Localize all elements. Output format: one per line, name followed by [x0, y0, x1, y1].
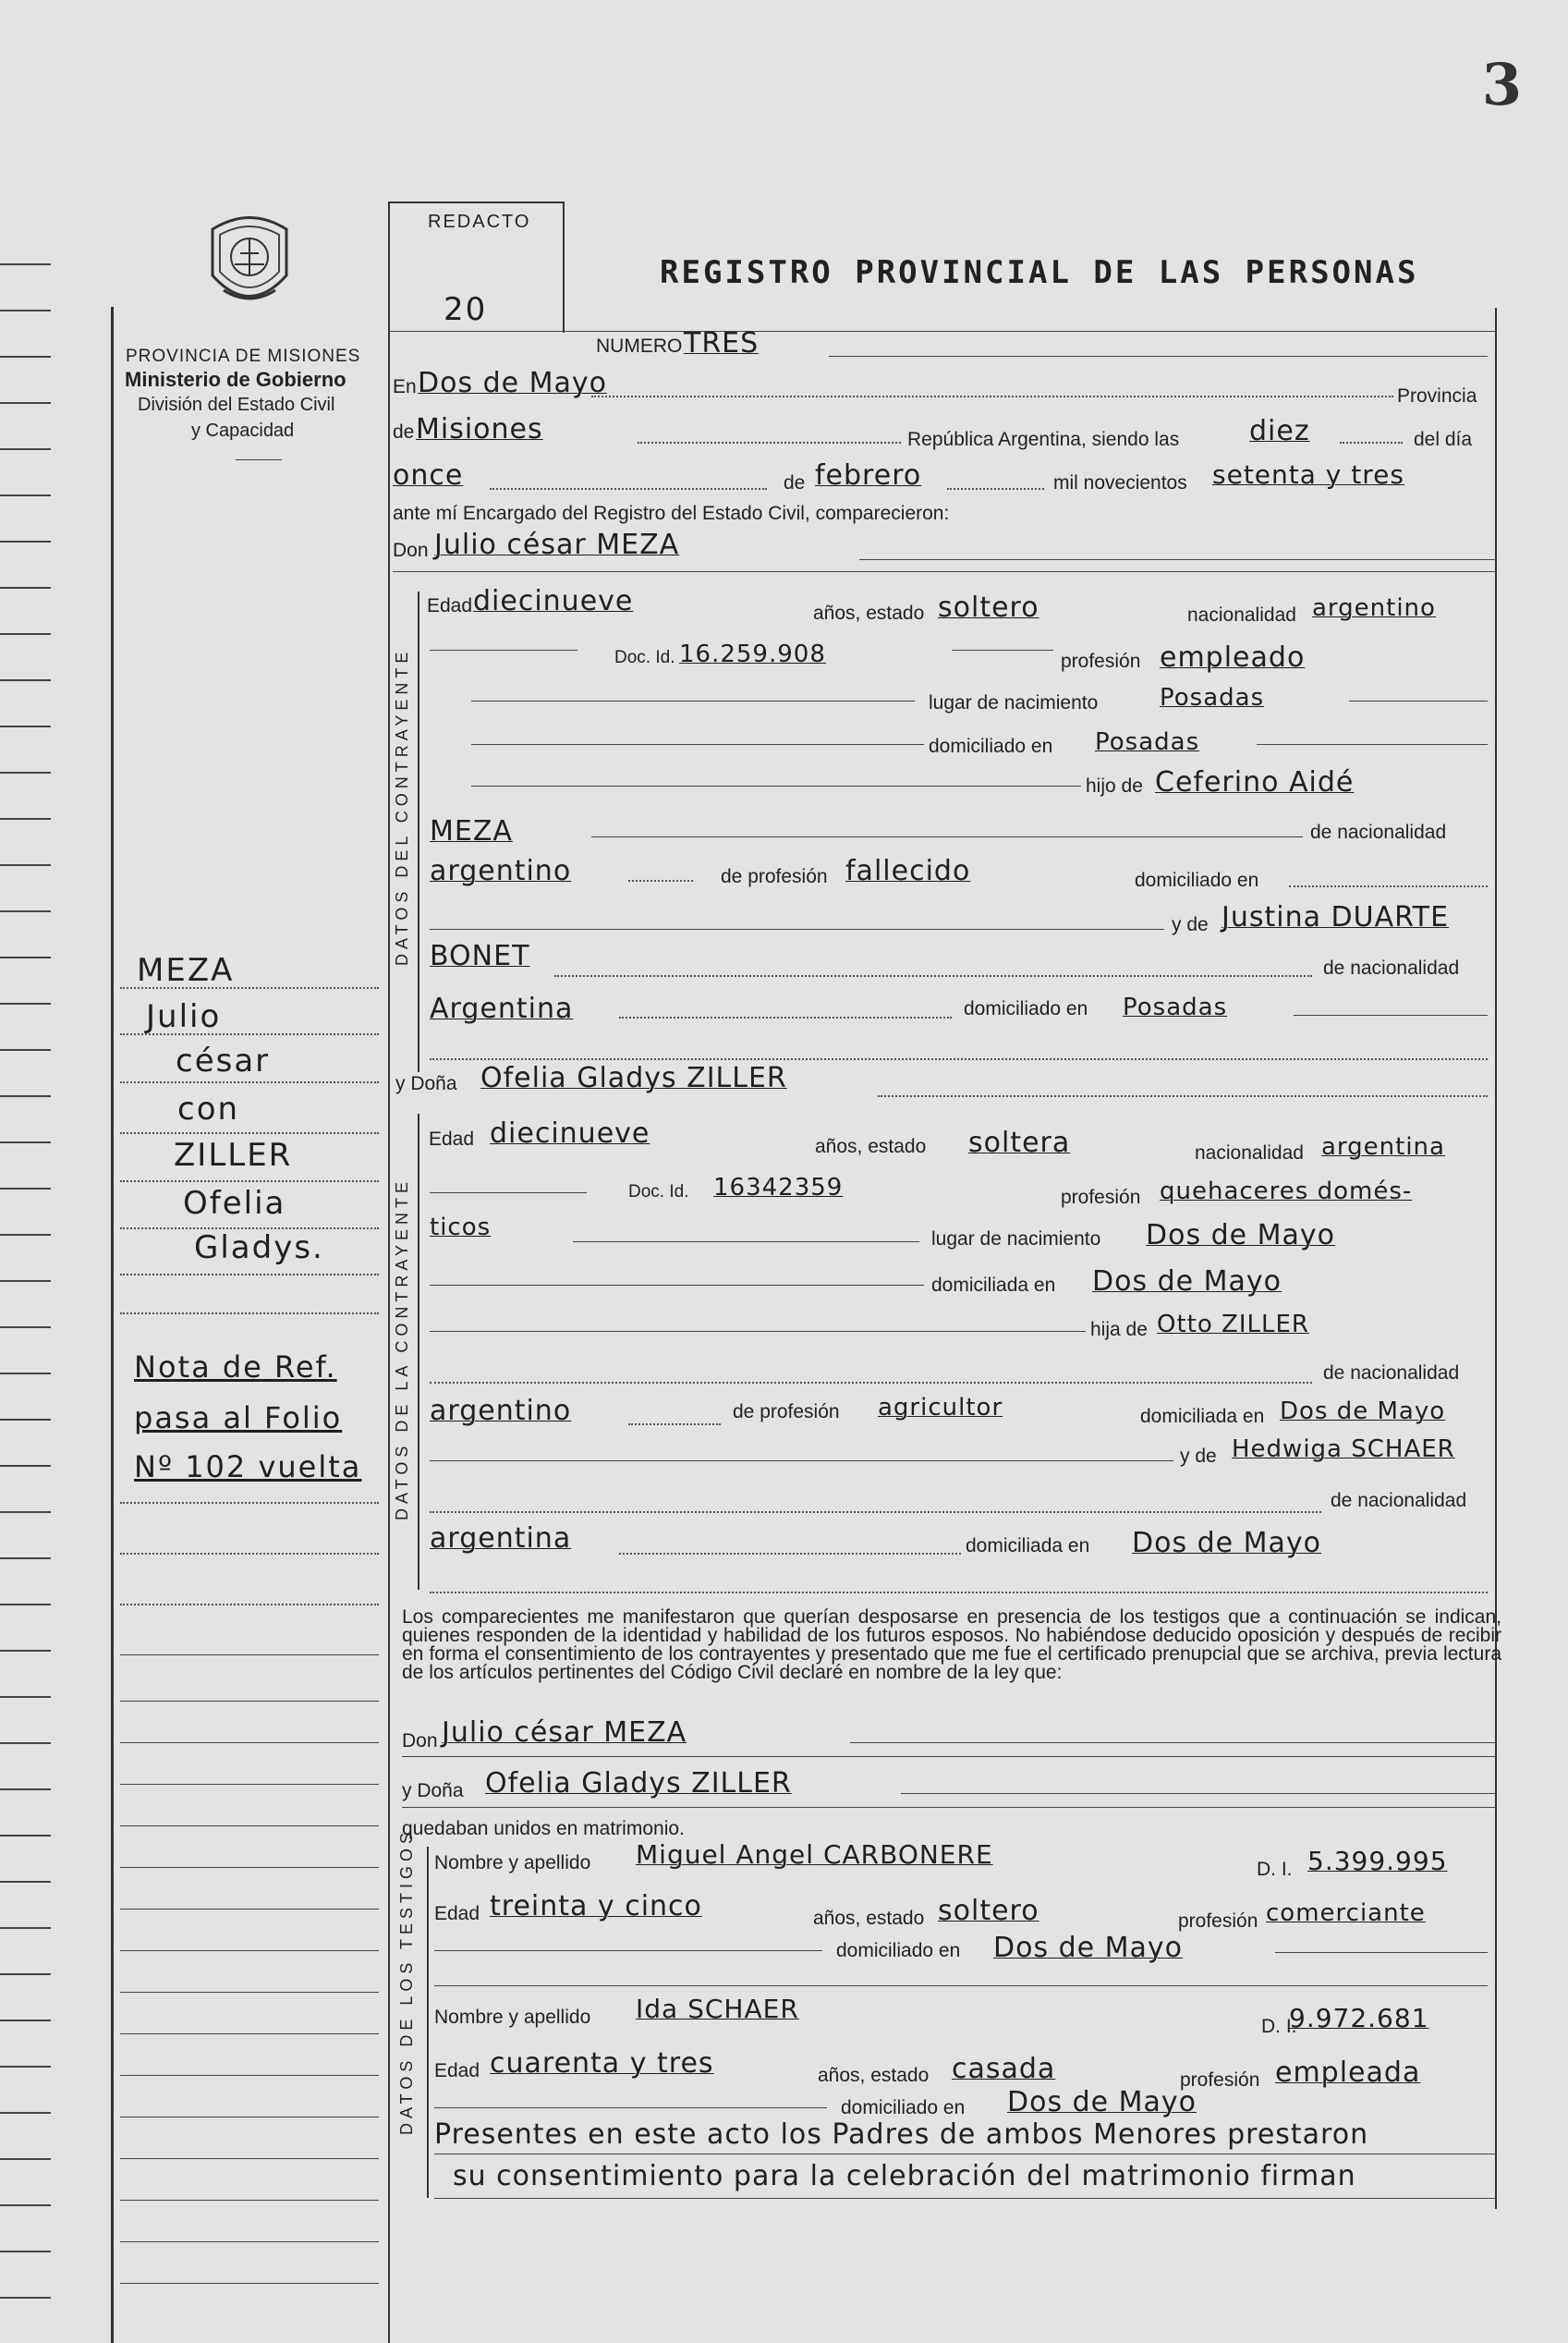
margin-note-3: Nº 102 vuelta	[134, 1449, 362, 1484]
mes-label: de	[784, 472, 806, 494]
don-label: Don	[393, 540, 429, 561]
groom-padre-dom-label: domiciliado en	[1135, 870, 1259, 891]
ministry-label: Ministerio de Gobierno	[125, 368, 346, 391]
bride-edad-label: Edad	[429, 1129, 475, 1150]
w1-nombre-value: Miguel Angel CARBONERE	[636, 1839, 993, 1870]
left-column-rule	[111, 307, 114, 2343]
margin-name-3: césar	[176, 1043, 271, 1080]
main-column-rule	[388, 201, 390, 2343]
bride-hija-label: hija de	[1090, 1319, 1148, 1340]
groom-edad-value: diecinueve	[473, 585, 634, 617]
bride-padre-dom-value: Dos de Mayo	[1280, 1397, 1446, 1425]
groom-madre-value-2: BONET	[430, 940, 530, 972]
bride-section-rule	[418, 1114, 419, 1590]
groom-domiciliado-label: domiciliado en	[929, 736, 1053, 757]
w2-estado-value: casada	[952, 2053, 1056, 2085]
groom-edad-label: Edad	[427, 595, 473, 616]
groom-madre-value: Justina DUARTE	[1222, 901, 1450, 934]
don-value: Julio césar MEZA	[434, 529, 680, 561]
groom-section-rule	[418, 592, 419, 1072]
bride-madre-dom-value: Dos de Mayo	[1132, 1527, 1322, 1559]
redacto-label: REDACTO	[428, 212, 531, 232]
bride-edad-value: diecinueve	[490, 1117, 650, 1150]
groom-estado-label: años, estado	[813, 603, 925, 624]
bride-padre-prof-label: de profesión	[733, 1401, 840, 1422]
hora-value: diez	[1249, 415, 1310, 447]
bride-padre-value: Otto ZILLER	[1157, 1311, 1309, 1338]
w1-nombre-label: Nombre y apellido	[434, 1852, 591, 1873]
w1-domiciliado-label: domiciliado en	[836, 1940, 961, 1961]
groom-padre-value: Ceferino Aidé	[1155, 766, 1355, 799]
margin-name-2: Julio	[146, 998, 222, 1035]
division-label-2: y Capacidad	[191, 421, 295, 441]
bride-madre-nac-value: argentina	[430, 1522, 572, 1555]
groom-profesion-label: profesión	[1061, 651, 1141, 672]
ante-label: ante mí Encargado del Registro del Estado Civil, comparecieron:	[393, 503, 950, 524]
numero-label: NUMERO	[596, 336, 683, 357]
w1-di-value: 5.399.995	[1307, 1846, 1448, 1876]
w2-profesion-label: profesión	[1180, 2069, 1260, 2091]
w1-profesion-label: profesión	[1178, 1910, 1258, 1932]
groom-lugar-value: Posadas	[1160, 684, 1265, 712]
bride-y-de-label: y de	[1180, 1446, 1217, 1467]
bride-madre-value: Hedwiga SCHAER	[1232, 1435, 1455, 1463]
dona-value: Ofelia Gladys ZILLER	[480, 1062, 787, 1094]
bride-profesion-value-2: ticos	[430, 1214, 492, 1241]
bride-section-label: DATOS DE LA CONTRAYENTE	[393, 1177, 411, 1520]
decl-don-label: Don	[402, 1730, 438, 1751]
bride-nacionalidad-label: nacionalidad	[1195, 1142, 1304, 1164]
margin-note-2: pasa al Folio	[134, 1400, 343, 1435]
de-label: de	[393, 421, 415, 443]
w1-domiciliado-value: Dos de Mayo	[993, 1932, 1184, 1964]
bride-domiciliada-value: Dos de Mayo	[1092, 1265, 1282, 1298]
bride-estado-label: años, estado	[815, 1136, 927, 1157]
groom-domiciliado-value: Posadas	[1095, 728, 1200, 756]
groom-madre-dom-label: domiciliado en	[964, 998, 1088, 1019]
bride-doc-value: 16342359	[713, 1174, 844, 1202]
w2-edad-value: cuarenta y tres	[490, 2047, 714, 2080]
witness-section-label: DATOS DE LOS TESTIGOS	[397, 1827, 416, 2135]
groom-profesion-value: empleado	[1160, 641, 1306, 674]
w2-domiciliado-label: domiciliado en	[841, 2097, 966, 2118]
bride-profesion-label: profesión	[1061, 1187, 1141, 1208]
groom-lugar-label: lugar de nacimiento	[929, 692, 1099, 714]
page-number: 3	[1481, 51, 1522, 118]
en-label: En	[393, 376, 417, 397]
margin-name-6: Ofelia	[183, 1185, 286, 1222]
bride-padre-nac-label: de nacionalidad	[1323, 1362, 1460, 1384]
witness-note-line-1: Presentes en este acto los Padres de ambos Menores prestaron	[434, 2118, 1369, 2151]
right-frame-rule	[1495, 308, 1497, 2209]
bride-profesion-value: quehaceres domés-	[1160, 1178, 1413, 1205]
groom-madre-nac-label: de nacionalidad	[1323, 958, 1460, 979]
bride-lugar-value: Dos de Mayo	[1146, 1219, 1336, 1251]
groom-nacionalidad-value: argentino	[1312, 594, 1436, 622]
bride-padre-nac-value: argentino	[430, 1395, 572, 1427]
de-value: Misiones	[416, 413, 543, 445]
decl-dona-label: y Doña	[402, 1780, 464, 1801]
groom-padre-prof-value: fallecido	[845, 855, 971, 887]
provincia-label: Provincia	[1397, 385, 1477, 407]
bride-padre-dom-label: domiciliada en	[1140, 1406, 1265, 1427]
bride-doc-label: Doc. Id.	[628, 1182, 689, 1202]
bride-madre-dom-label: domiciliada en	[966, 1535, 1090, 1556]
decl-don-value: Julio césar MEZA	[442, 1716, 687, 1749]
margin-name-1: MEZA	[137, 952, 235, 989]
margin-note-1: Nota de Ref.	[134, 1349, 337, 1385]
decl-closing: quedaban unidos en matrimonio.	[402, 1818, 685, 1839]
w2-di-value: 9.972.681	[1289, 2003, 1429, 2033]
w1-di-label: D. I.	[1257, 1859, 1293, 1880]
w1-edad-value: treinta y cinco	[490, 1890, 702, 1922]
province-label: PROVINCIA DE MISIONES	[126, 347, 361, 366]
dia-value: once	[393, 459, 464, 492]
w2-di-label: D. I.	[1261, 2016, 1297, 2037]
bride-nacionalidad-value: argentina	[1321, 1133, 1445, 1161]
w1-estado-label: años, estado	[813, 1908, 925, 1929]
w1-edad-label: Edad	[434, 1903, 480, 1924]
w1-profesion-value: comerciante	[1266, 1899, 1426, 1927]
w2-domiciliado-value: Dos de Mayo	[1007, 2086, 1197, 2118]
republica-label: República Argentina, siendo las	[907, 429, 1180, 450]
groom-padre-nac-label: de nacionalidad	[1310, 822, 1447, 843]
groom-padre-nac-value: argentino	[430, 855, 572, 887]
witness-note-line-2: su consentimiento para la celebración del matrimonio firman	[453, 2160, 1356, 2192]
groom-nacionalidad-label: nacionalidad	[1187, 604, 1296, 626]
groom-padre-value-2: MEZA	[430, 815, 513, 848]
mil-label: mil novecientos	[1053, 472, 1187, 494]
bride-domiciliada-label: domiciliada en	[931, 1275, 1056, 1296]
en-value: Dos de Mayo	[418, 367, 608, 399]
groom-section-label: DATOS DEL CONTRAYENTE	[393, 647, 411, 966]
groom-madre-nac-value: Argentina	[430, 993, 574, 1025]
coat-of-arms-icon	[203, 211, 296, 317]
groom-estado-value: soltero	[938, 592, 1039, 624]
numero-value: TRES	[684, 327, 760, 360]
division-label-1: División del Estado Civil	[138, 395, 335, 415]
w2-estado-label: años, estado	[818, 2065, 930, 2086]
margin-name-4: con	[177, 1091, 240, 1128]
bride-madre-nac-label: de nacionalidad	[1331, 1490, 1467, 1511]
w2-nombre-value: Ida SCHAER	[636, 1994, 799, 2024]
declaration-paragraph: Los comparecientes me manifestaron que querían desposarse en presencia de los testigos que a continuación se indican, quienes responden de la identidad y habilidad de los futuros esposos. No habiéndose deducido oposición y después de recibir en forma el consentimiento de los contrayentes y presentado que me fue el certificado prenupcial que se archiva, previa lectura de los artículos pertinentes del Código Civil declaré en nombre de la ley que:	[402, 1606, 1501, 1683]
w2-nombre-label: Nombre y apellido	[434, 2007, 591, 2028]
decl-dona-value: Ofelia Gladys ZILLER	[485, 1767, 792, 1800]
w2-edad-label: Edad	[434, 2060, 480, 2081]
w1-estado-value: soltero	[938, 1895, 1039, 1927]
groom-padre-prof-label: de profesión	[721, 866, 828, 887]
bride-estado-value: soltera	[968, 1127, 1071, 1159]
w2-profesion-value: empleada	[1275, 2056, 1421, 2089]
dona-label: y Doña	[395, 1073, 457, 1094]
bride-padre-prof-value: agricultor	[878, 1394, 1003, 1422]
bride-lugar-label: lugar de nacimiento	[931, 1228, 1101, 1250]
margin-name-5: ZILLER	[174, 1137, 293, 1174]
registry-title: REGISTRO PROVINCIAL DE LAS PERSONAS	[660, 254, 1419, 291]
margin-name-7: Gladys.	[194, 1229, 324, 1266]
groom-doc-label: Doc. Id.	[614, 648, 675, 667]
del-dia-label: del día	[1414, 429, 1473, 450]
mes-value: febrero	[815, 459, 922, 492]
groom-madre-dom-value: Posadas	[1123, 994, 1228, 1021]
redacto-value: 20	[444, 291, 488, 328]
anio-value: setenta y tres	[1212, 459, 1404, 490]
groom-y-de-label: y de	[1172, 914, 1209, 935]
groom-doc-value: 16.259.908	[679, 641, 826, 668]
witness-section-rule	[427, 1847, 429, 2198]
groom-hijo-label: hijo de	[1086, 775, 1143, 797]
